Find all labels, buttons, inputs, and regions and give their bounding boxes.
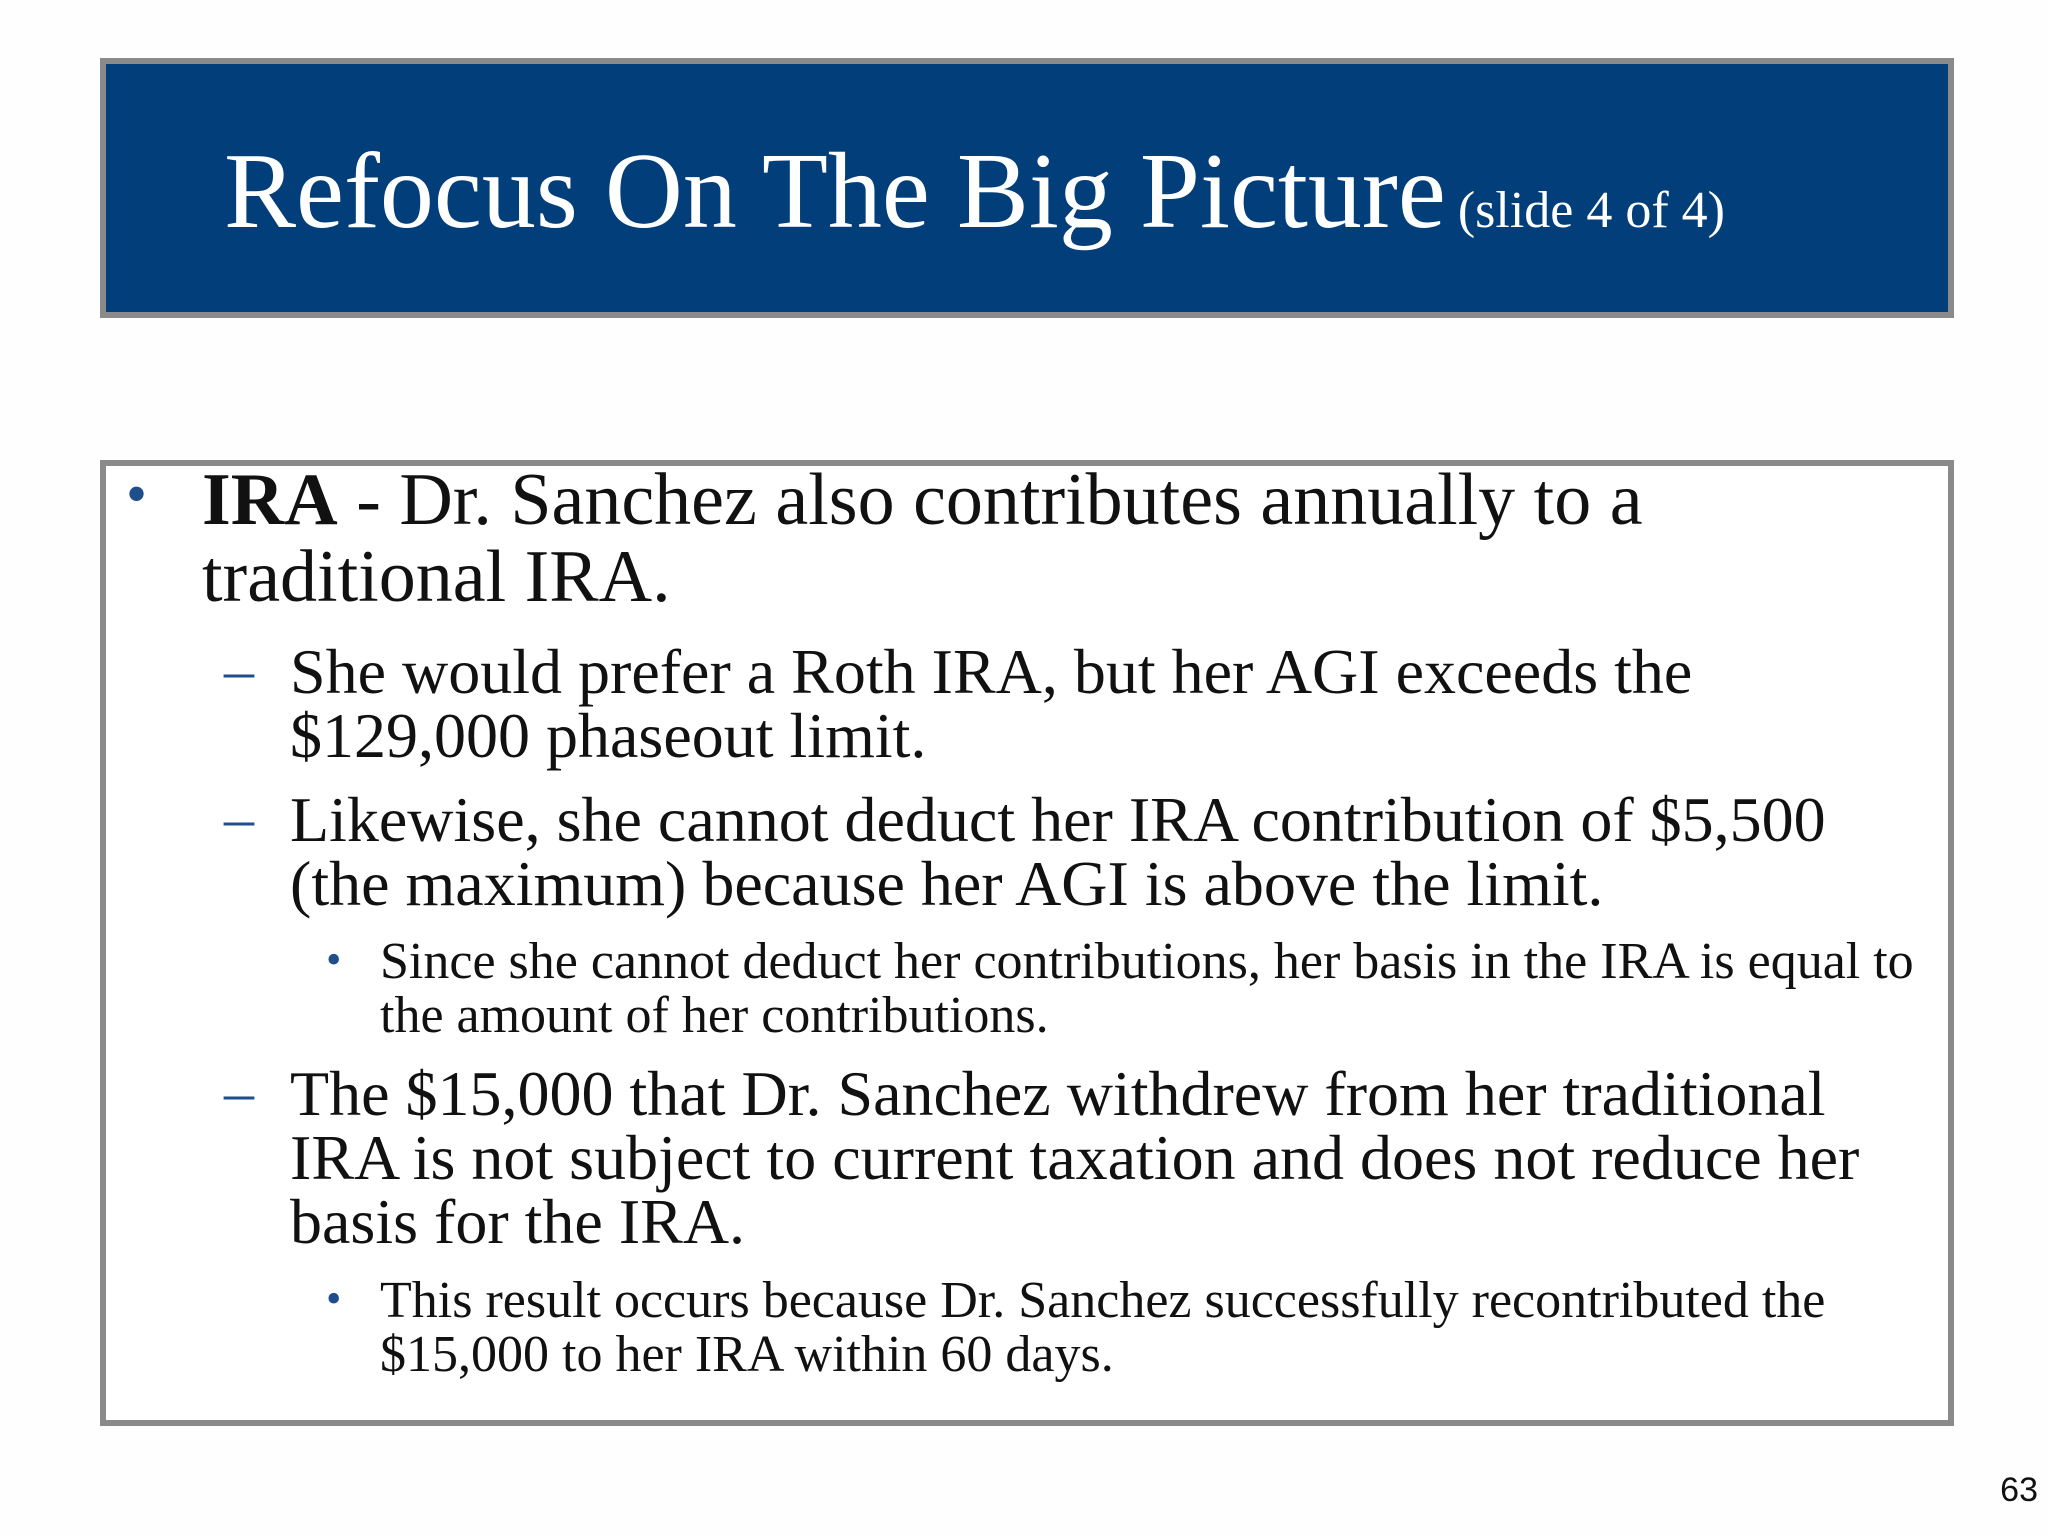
slide-title-main: Refocus On The Big Picture: [224, 132, 1446, 251]
bullet-dot-icon: •: [126, 461, 148, 527]
bullet-ira-description: - Dr. Sanchez also contributes annually to a traditional IRA.: [202, 459, 1643, 618]
title-banner: [100, 58, 1954, 318]
bullet-dot-icon: •: [326, 935, 342, 984]
page-number: 63: [2000, 1471, 2038, 1509]
slide-subtitle: (slide 4 of 4): [1457, 182, 1725, 239]
dash-icon: –: [224, 1059, 254, 1125]
bullet-ira-text: [202, 459, 1790, 618]
bullet-dot-icon: •: [326, 1274, 342, 1323]
detail-bullet-basis: [326, 933, 1940, 1044]
sub-bullet-roth-text: She would prefer a Roth IRA, but her AGI exceeds the $129,000 phaseout limit.: [290, 636, 1693, 771]
detail-bullet-recontribution: [326, 1272, 1940, 1383]
bullet-ira: [100, 459, 1790, 618]
detail-bullet-recontribution-text: This result occurs because Dr. Sanchez successfully recontributed the $15,000 to her IRA within 60 days.: [380, 1272, 1826, 1383]
sub-bullet-roth: [224, 636, 1930, 771]
sub-bullet-withdrawal-text: The $15,000 that Dr. Sanchez withdrew from her traditional IRA is not subject to current taxation and does not reduce her basis for the IRA.: [290, 1058, 1860, 1257]
bullet-ira-term: IRA: [202, 459, 338, 541]
sub-bullet-deduction: [224, 784, 1930, 919]
dash-icon: –: [224, 637, 254, 703]
detail-bullet-basis-text: Since she cannot deduct her contributions, her basis in the IRA is equal to the amount of her contributions.: [380, 933, 1914, 1044]
sub-bullet-withdrawal: [224, 1058, 1930, 1257]
sub-bullet-deduction-text: Likewise, she cannot deduct her IRA contribution of $5,500 (the maximum) because her AGI is above the limit.: [290, 784, 1826, 919]
slide-title: [224, 132, 1725, 251]
dash-icon: –: [224, 785, 254, 851]
